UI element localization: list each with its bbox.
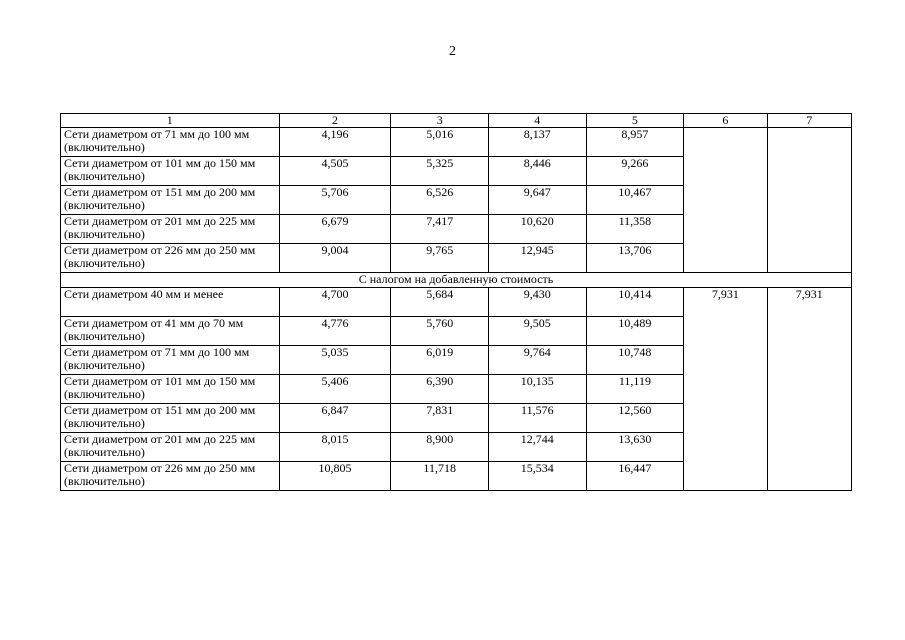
value-cell: 5,684 xyxy=(391,288,489,317)
header-cell: 6 xyxy=(684,114,767,128)
value-cell: 10,467 xyxy=(586,186,684,215)
header-cell: 5 xyxy=(586,114,684,128)
row-label: Сети диаметром от 201 мм до 225 мм (включительно) xyxy=(61,215,280,244)
value-cell: 5,035 xyxy=(279,346,391,375)
row-label: Сети диаметром 40 мм и менее xyxy=(61,288,280,317)
row-label: Сети диаметром от 151 мм до 200 мм (включительно) xyxy=(61,404,280,433)
tariff-table-body xyxy=(61,114,852,491)
row-label: Сети диаметром от 201 мм до 225 мм (включительно) xyxy=(61,433,280,462)
value-cell: 11,119 xyxy=(586,375,684,404)
value-cell: 10,135 xyxy=(489,375,587,404)
value-cell: 8,900 xyxy=(391,433,489,462)
value-cell: 13,630 xyxy=(586,433,684,462)
value-cell: 10,748 xyxy=(586,346,684,375)
value-cell: 4,776 xyxy=(279,317,391,346)
row-label: Сети диаметром от 71 мм до 100 мм (включительно) xyxy=(61,128,280,157)
tariff-table xyxy=(60,113,852,491)
value-cell: 7,831 xyxy=(391,404,489,433)
row-label: Сети диаметром от 151 мм до 200 мм (включительно) xyxy=(61,186,280,215)
header-cell: 3 xyxy=(391,114,489,128)
value-cell: 9,647 xyxy=(489,186,587,215)
value-cell: 9,764 xyxy=(489,346,587,375)
value-cell: 9,266 xyxy=(586,157,684,186)
value-cell: 5,706 xyxy=(279,186,391,215)
value-cell: 9,765 xyxy=(391,244,489,273)
value-cell: 8,446 xyxy=(489,157,587,186)
row-label: Сети диаметром от 226 мм до 250 мм (включительно) xyxy=(61,462,280,491)
value-cell: 11,576 xyxy=(489,404,587,433)
row-label: Сети диаметром от 226 мм до 250 мм (включительно) xyxy=(61,244,280,273)
table-row xyxy=(61,128,852,157)
value-cell: 10,489 xyxy=(586,317,684,346)
value-cell: 8,957 xyxy=(586,128,684,157)
value-cell: 9,004 xyxy=(279,244,391,273)
section-title: С налогом на добавленную стоимость xyxy=(61,273,852,288)
row-label: Сети диаметром от 101 мм до 150 мм (включительно) xyxy=(61,157,280,186)
value-cell: 12,945 xyxy=(489,244,587,273)
value-cell: 6,847 xyxy=(279,404,391,433)
header-cell: 4 xyxy=(489,114,587,128)
col7-value: 7,931 xyxy=(767,288,851,491)
value-cell: 12,744 xyxy=(489,433,587,462)
page-number: 2 xyxy=(449,44,456,59)
value-cell: 11,718 xyxy=(391,462,489,491)
value-cell: 4,505 xyxy=(279,157,391,186)
col6-value: 7,931 xyxy=(684,288,767,491)
section-row xyxy=(61,273,852,288)
value-cell: 4,700 xyxy=(279,288,391,317)
value-cell: 10,620 xyxy=(489,215,587,244)
col6-value xyxy=(684,128,767,273)
value-cell: 5,325 xyxy=(391,157,489,186)
value-cell: 6,019 xyxy=(391,346,489,375)
value-cell: 8,137 xyxy=(489,128,587,157)
value-cell: 11,358 xyxy=(586,215,684,244)
value-cell: 16,447 xyxy=(586,462,684,491)
value-cell: 5,016 xyxy=(391,128,489,157)
row-label: Сети диаметром от 71 мм до 100 мм (включительно) xyxy=(61,346,280,375)
col7-value xyxy=(767,128,851,273)
value-cell: 4,196 xyxy=(279,128,391,157)
header-cell: 7 xyxy=(767,114,851,128)
value-cell: 5,760 xyxy=(391,317,489,346)
header-cell: 1 xyxy=(61,114,280,128)
value-cell: 6,679 xyxy=(279,215,391,244)
header-cell: 2 xyxy=(279,114,391,128)
value-cell: 7,417 xyxy=(391,215,489,244)
value-cell: 13,706 xyxy=(586,244,684,273)
value-cell: 8,015 xyxy=(279,433,391,462)
header-row xyxy=(61,114,852,128)
value-cell: 6,390 xyxy=(391,375,489,404)
value-cell: 10,805 xyxy=(279,462,391,491)
value-cell: 5,406 xyxy=(279,375,391,404)
value-cell: 9,430 xyxy=(489,288,587,317)
value-cell: 12,560 xyxy=(586,404,684,433)
value-cell: 9,505 xyxy=(489,317,587,346)
value-cell: 15,534 xyxy=(489,462,587,491)
table-row xyxy=(61,288,852,317)
row-label: Сети диаметром от 41 мм до 70 мм (включительно) xyxy=(61,317,280,346)
value-cell: 10,414 xyxy=(586,288,684,317)
row-label: Сети диаметром от 101 мм до 150 мм (включительно) xyxy=(61,375,280,404)
value-cell: 6,526 xyxy=(391,186,489,215)
